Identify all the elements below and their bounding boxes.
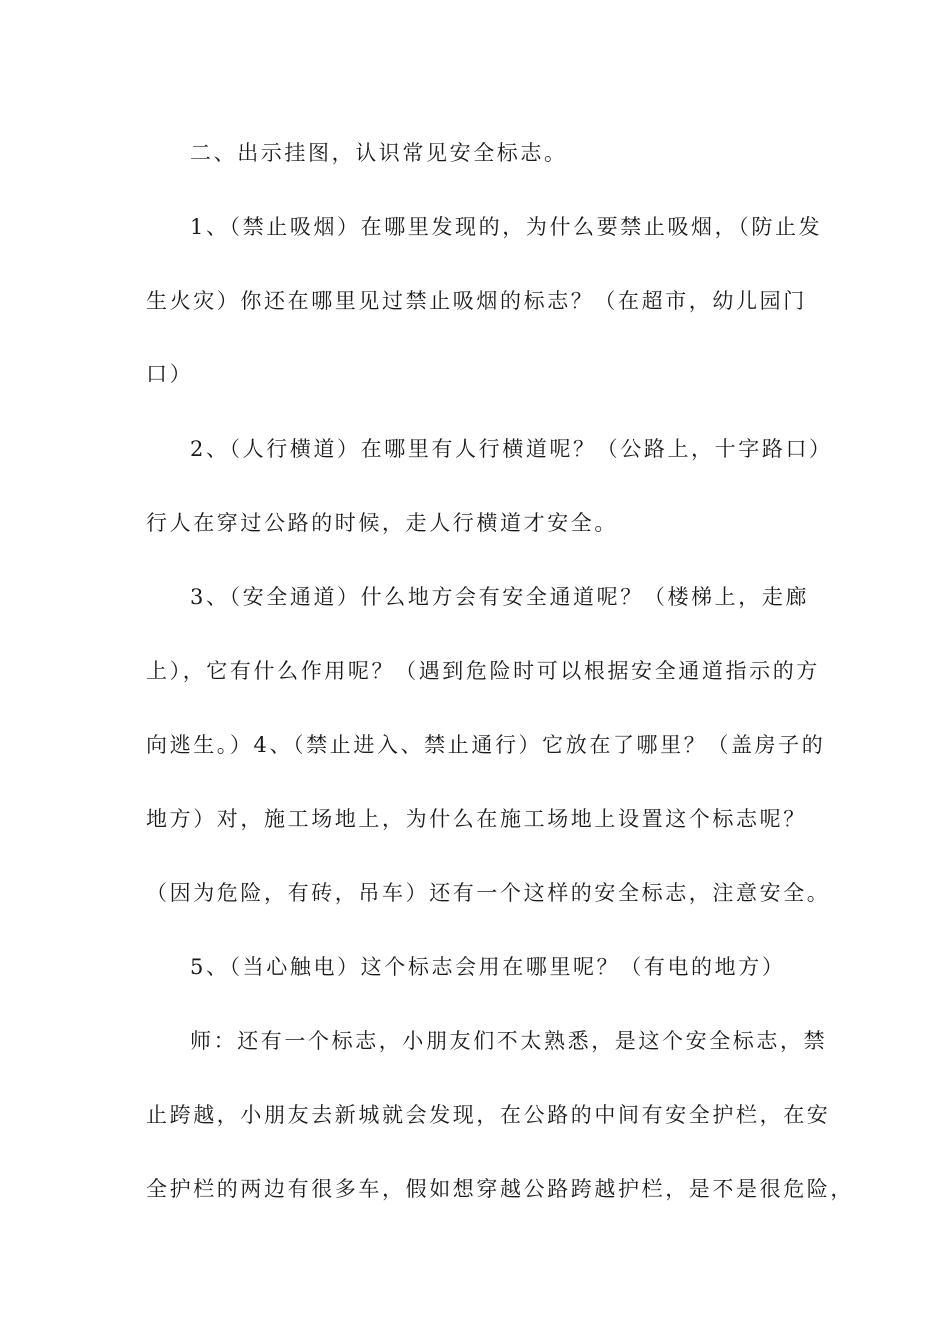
paragraph-line: 生火灾）你还在哪里见过禁止吸烟的标志？（在超市，幼儿园门: [146, 289, 807, 313]
paragraph-line: 口）: [146, 362, 194, 386]
paragraph-line: 上），它有什么作用呢？（遇到危险时可以根据安全通道指示的方: [146, 659, 820, 683]
paragraph-line: 师：还有一个标志，小朋友们不太熟悉，是这个安全标志，禁: [190, 1029, 828, 1053]
paragraph-line: 止跨越，小朋友去新城就会发现，在公路的中间有安全护栏，在安: [146, 1103, 831, 1127]
paragraph-line: 全护栏的两边有很多车，假如想穿越公路跨越护栏，是不是很危险，: [146, 1177, 854, 1201]
paragraph-line: 地方）对，施工场地上，为什么在施工场地上设置这个标志呢？: [146, 807, 807, 831]
section-heading: 二、出示挂图，认识常见安全标志。: [190, 141, 568, 165]
paragraph-line: 1、（禁止吸烟）在哪里发现的，为什么要禁止吸烟，（防止发: [190, 215, 823, 239]
paragraph-line: （因为危险，有砖，吊车）还有一个这样的安全标志，注意安全。: [146, 881, 831, 905]
paragraph-line: 5、（当心触电）这个标志会用在哪里呢？（有电的地方）: [190, 955, 786, 979]
paragraph-line: 2、（人行横道）在哪里有人行横道呢？（公路上，十字路口）: [190, 437, 833, 461]
paragraph-line: 行人在穿过公路的时候，走人行横道才安全。: [146, 511, 618, 535]
paragraph-line: 向逃生。）4、（禁止进入、禁止通行）它放在了哪里？（盖房子的: [146, 733, 826, 757]
paragraph-line: 3、（安全通道）什么地方会有安全通道呢？（楼梯上，走廊: [190, 585, 810, 609]
